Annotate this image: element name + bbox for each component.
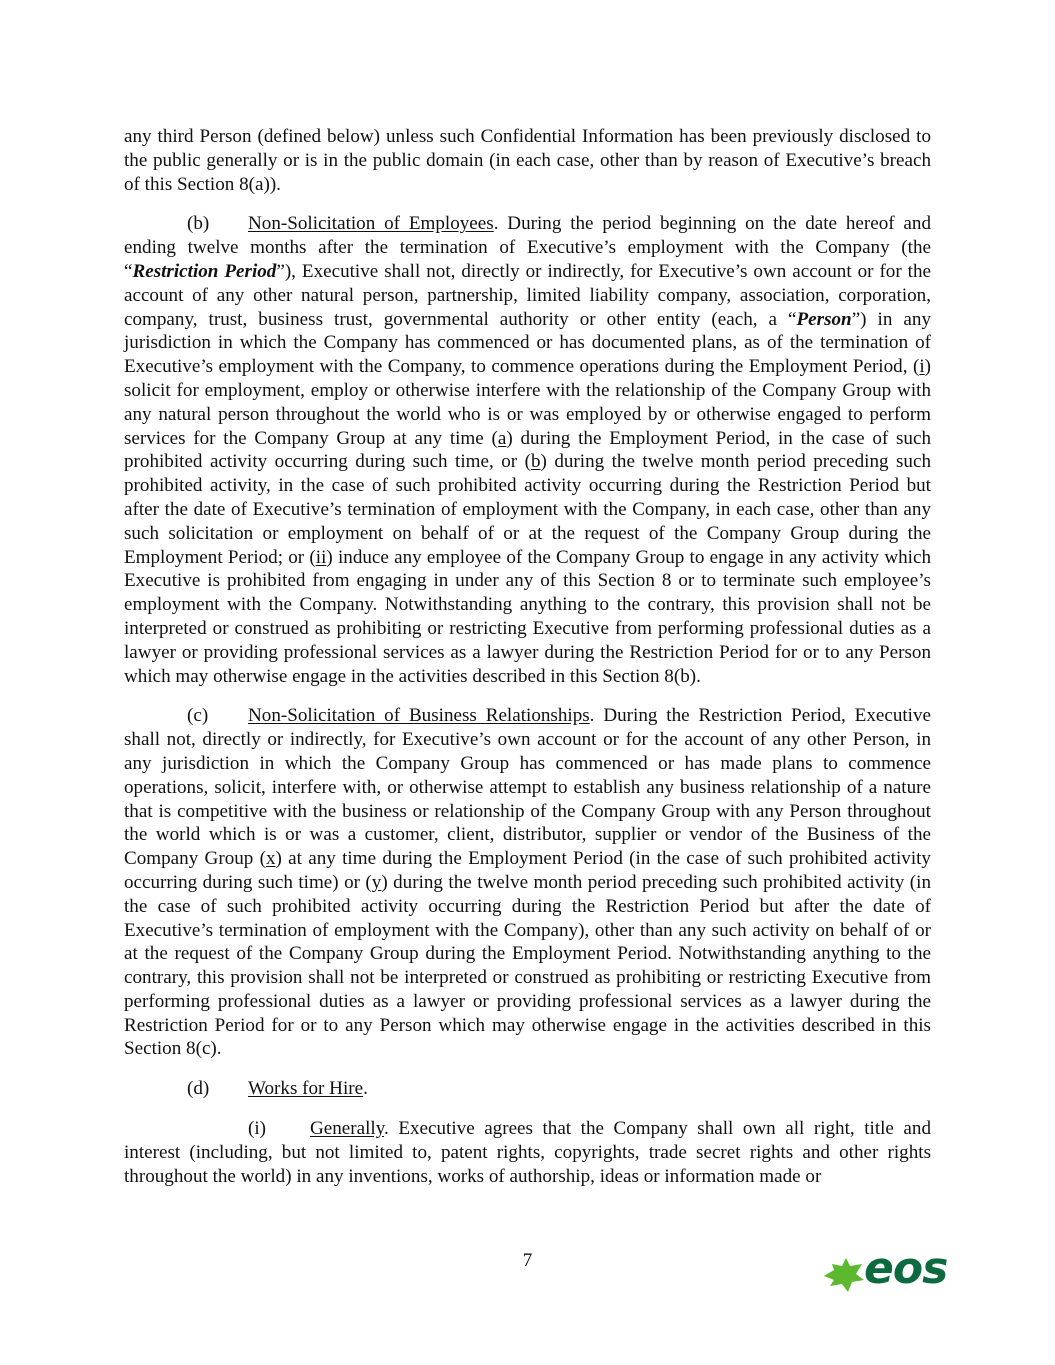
section-label-d-i: (i)	[248, 1118, 267, 1140]
logo-wordmark: eos	[864, 1243, 948, 1294]
paragraph-8d-i: (i) Generally. Executive agrees that the Company shall own all right, title and interest (including, but not limited to, patent rights, copyrights, trade secret rights and other rights throughout the world) in any inventions, works of authorship, ideas or information made or	[124, 1118, 931, 1187]
leaf-icon	[822, 1254, 866, 1298]
paragraph-8b: (b) Non-Solicitation of Employees. During the period beginning on the date hereof and ending twelve months after the termination of Executive’s employment with the Company (the “Restriction Period”), Executive shall not, directly or indirectly, for Executive’s own account or for the account of any other natural person, partnership, limited liability company, association, corporation, company, trust, business trust, governmental authority or other entity (each, a “Person”) in any jurisdiction in which the Company has commenced or has documented plans, as of the termination of Executive’s employment with the Company, to commence operations during the Employment Period, (i) solicit for employment, employ or otherwise interfere with the relationship of the Company Group with any natural person throughout the world who is or was employed by or otherwise engaged to perform services for the Company Group at any time (a) during the Employment Period, in the case of such prohibited activity occurring during such time, or (b) during the twelve month period preceding such prohibited activity, in the case of such prohibited activity occurring during the Restriction Period but after the date of Executive’s termination of employment with the Company, in each case, other than any such solicitation or employment on behalf of or at the request of the Company Group during the Employment Period; or (ii) induce any employee of the Company Group to engage in any activity which Executive is prohibited from engaging in under any of this Section 8 or to terminate such employee’s employment with the Company. Notwithstanding anything to the contrary, this provision shall not be interpreted or construed as prohibiting or restricting Executive from performing professional duties as a lawyer or providing professional services as a lawyer during the Restriction Period for or to any Person which may otherwise engage in the activities described in this Section 8(b).	[124, 213, 931, 687]
heading-non-solicitation-business: Non-Solicitation of Business Relationships	[248, 705, 590, 727]
enum-marker: a	[497, 427, 507, 449]
enum-marker: b	[530, 451, 541, 473]
enum-marker: i	[919, 356, 925, 378]
eos-logo	[822, 1243, 958, 1296]
paragraph-8a-continuation: any third Person (defined below) unless such Confidential Information has been previously disclosed to the public generally or is in the public domain (in each case, other than by reason of Executive’s breach of this Section 8(a)).	[124, 126, 931, 195]
defined-term-person: Person	[796, 308, 852, 330]
page-number: 7	[522, 1250, 533, 1271]
enum-marker: x	[265, 848, 276, 870]
section-label-c: (c)	[187, 705, 209, 727]
enum-marker: ii	[315, 546, 327, 568]
section-label-b: (b)	[187, 213, 210, 235]
paragraph-8d: (d) Works for Hire.	[187, 1078, 368, 1100]
defined-term-restriction-period: Restriction Period	[132, 260, 277, 282]
heading-works-for-hire: Works for Hire	[248, 1078, 364, 1100]
heading-generally: Generally	[310, 1118, 385, 1140]
enum-marker: y	[371, 871, 382, 893]
paragraph-8c: (c) Non-Solicitation of Business Relationships. During the Restriction Period, Executive shall not, directly or indirectly, for Executive’s own account or for the account of any other Person, in any jurisdiction in which the Company Group has commenced or has made plans to commence operations, solicit, interfere with, or otherwise attempt to establish any business relationship of a nature that is competitive with the business or relationship of the Company Group with any Person throughout the world which is or was a customer, client, distributor, supplier or vendor of the Business of the Company Group (x) at any time during the Employment Period (in the case of such prohibited activity occurring during such time) or (y) during the twelve month period preceding such prohibited activity (in the case of such prohibited activity occurring during the Restriction Period but after the date of Executive’s termination of employment with the Company), other than any such activity on behalf of or at the request of the Company Group during the Employment Period. Notwithstanding anything to the contrary, this provision shall not be interpreted or construed as prohibiting or restricting Executive from performing professional duties as a lawyer or providing professional services as a lawyer during the Restriction Period for or to any Person which may otherwise engage in the activities described in this Section 8(c).	[124, 705, 931, 1060]
heading-non-solicitation-employees: Non-Solicitation of Employees	[248, 213, 494, 235]
section-label-d: (d)	[187, 1078, 210, 1100]
document-body	[124, 125, 931, 1204]
